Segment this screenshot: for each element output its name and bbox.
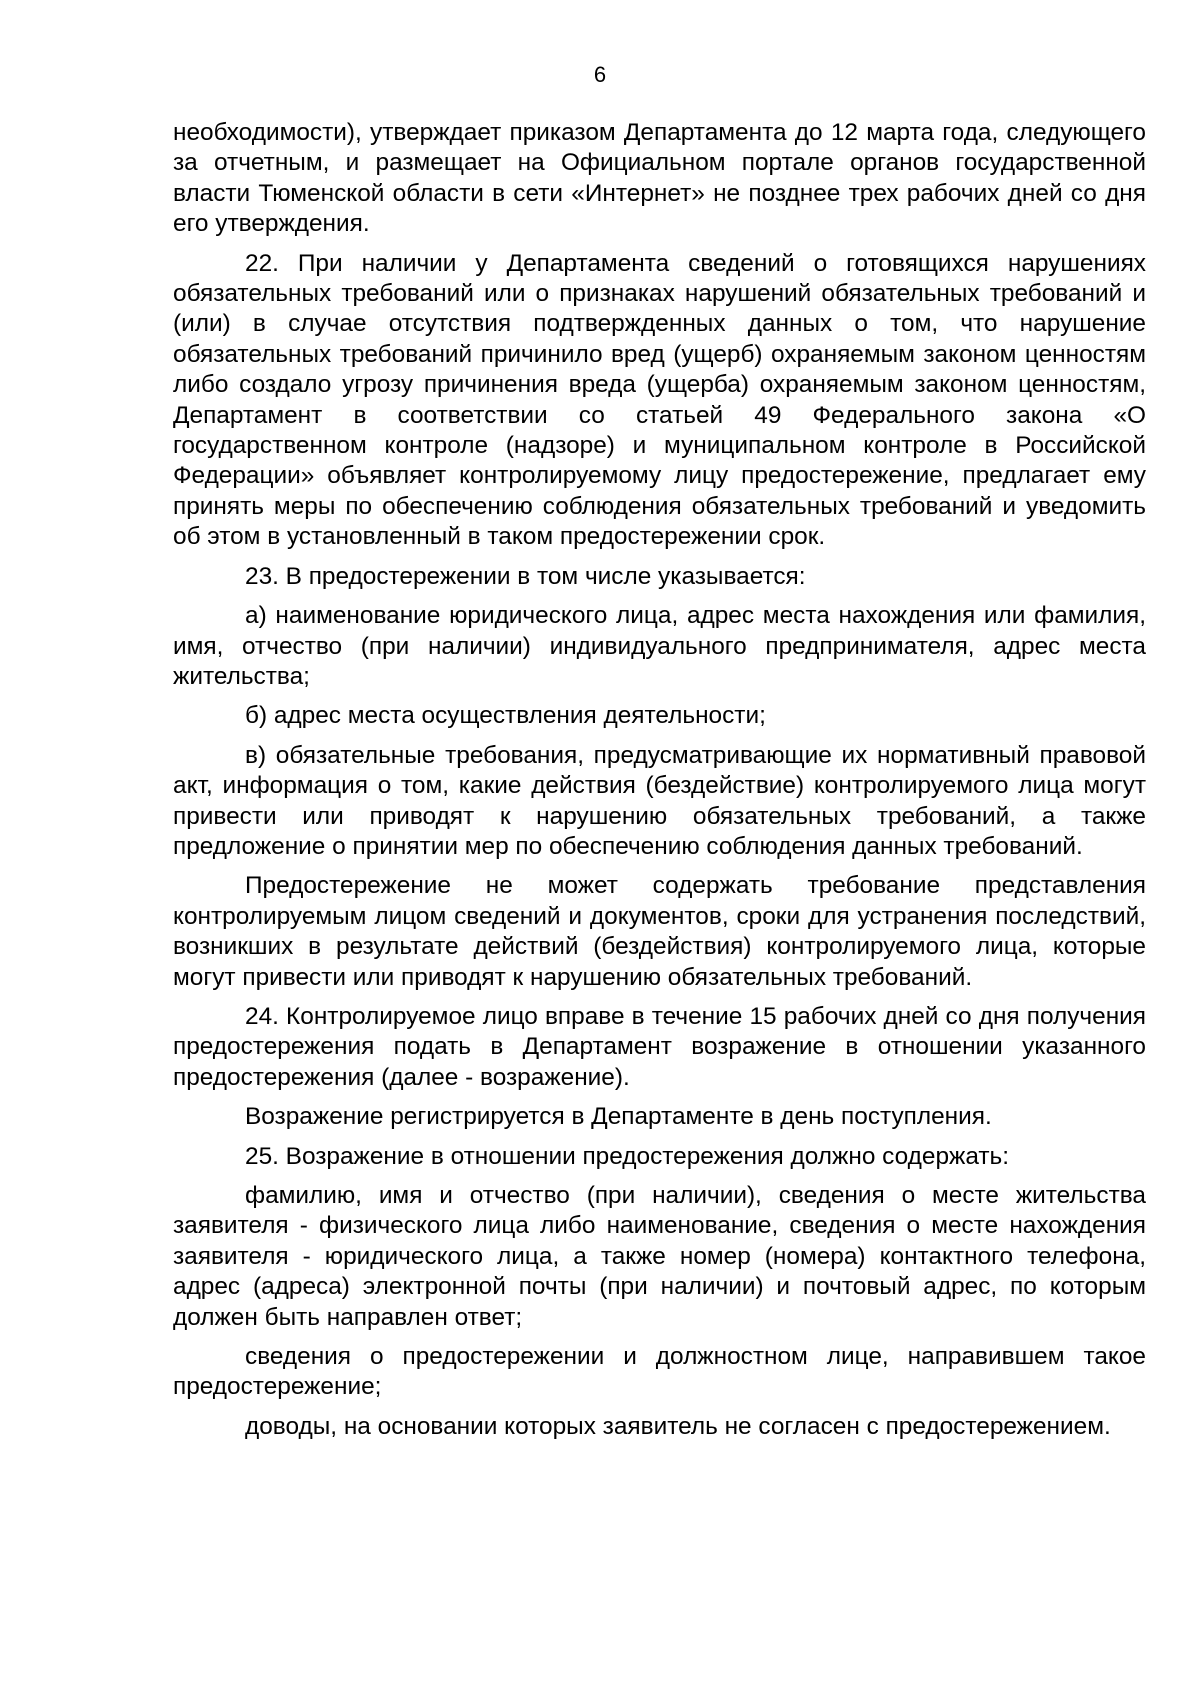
document-body	[173, 118, 1146, 1451]
paragraph-continuation: необходимости), утверждает приказом Департамента до 12 марта года, следующего за отчетным, и размещает на Официальном портале органов государственной власти Тюменской области в сети «Интернет» не позднее трех рабочих дней со дня его утверждения.	[173, 119, 1146, 238]
paragraph-clause-25: 25. Возражение в отношении предостережения должно содержать:	[245, 1142, 1010, 1170]
paragraph-warning-limits: Предостережение не может содержать требование представления контролируемым лицом сведений и документов, сроки для устранения последствий, возникших в результате действий (бездействия) контролируемого лица, которые могут привести или приводят к нарушению обязательных требований.	[173, 872, 1146, 991]
paragraph-clause-24: 24. Контролируемое лицо вправе в течение 15 рабочих дней со дня получения предостережения подать в Департамент возражение в отношении указанного предостережения (далее - возражение).	[173, 1002, 1146, 1091]
paragraph-objection-contacts: фамилию, имя и отчество (при наличии), сведения о месте жительства заявителя - физического лица либо наименование, сведения о месте нахождения заявителя - юридического лица, а также номер (номера) контактного телефона, адрес (адреса) электронной почты (при наличии) и почтовый адрес, по которым должен быть направлен ответ;	[173, 1182, 1146, 1331]
paragraph-item-b: б) адрес места осуществления деятельности;	[245, 702, 766, 730]
paragraph-item-v: в) обязательные требования, предусматривающие их нормативный правовой акт, информация о том, какие действия (бездействие) контролируемого лица могут привести или приводят к нарушению обязательных требований, а также предложение о принятии мер по обеспечению соблюдения данных требований.	[173, 741, 1146, 860]
page-number: 6	[593, 62, 607, 87]
paragraph-clause-23: 23. В предостережении в том числе указывается:	[245, 562, 806, 590]
paragraph-objection-registration: Возражение регистрируется в Департаменте в день поступления.	[245, 1103, 992, 1131]
paragraph-objection-arguments: доводы, на основании которых заявитель не согласен с предостережением.	[245, 1412, 1111, 1440]
paragraph-clause-22: 22. При наличии у Департамента сведений о готовящихся нарушениях обязательных требований или о признаках нарушений обязательных требований и (или) в случае отсутствия подтвержденных данных о том, что нарушение обязательных требований причинило вред (ущерб) охраняемым законом ценностям либо создало угрозу причинения вреда (ущерба) охраняемым законом ценностям, Департамент в соответствии со статьей 49 Федерального закона «О государственном контроле (надзоре) и муниципальном контроле в Российской Федерации» объявляет контролируемому лицу предостережение, предлагает ему принять меры по обеспечению соблюдения обязательных требований и уведомить об этом в установленный в таком предостережении срок.	[173, 249, 1146, 551]
paragraph-objection-warning-info: сведения о предостережении и должностном лице, направившем такое предостережение;	[173, 1343, 1146, 1401]
paragraph-item-a: а) наименование юридического лица, адрес места нахождения или фамилия, имя, отчество (при наличии) индивидуального предпринимателя, адрес места жительства;	[173, 602, 1146, 690]
